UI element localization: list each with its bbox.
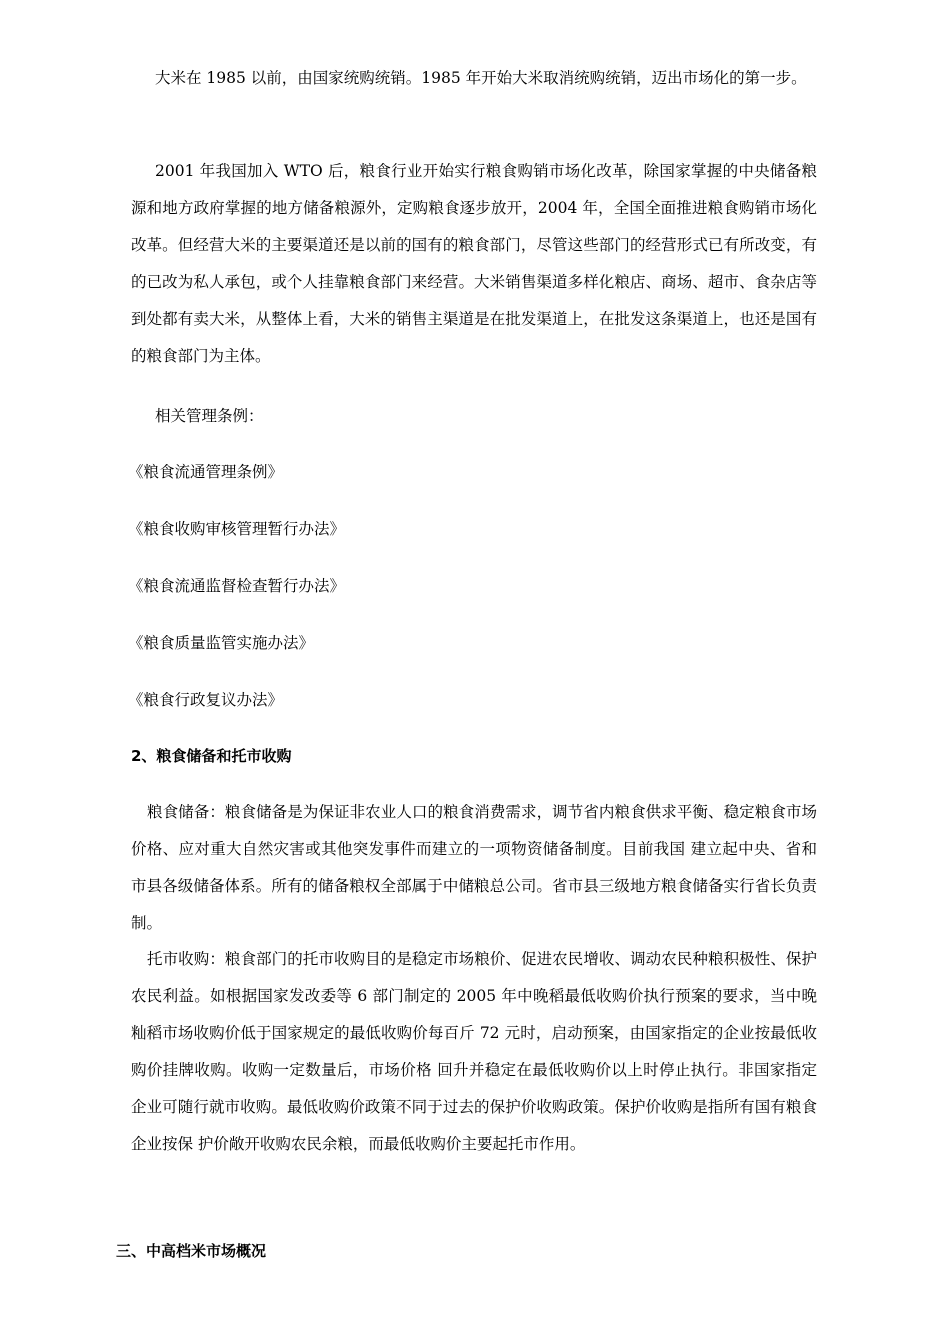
regulation-item: 《粮食行政复议办法》: [128, 691, 284, 709]
section-heading-rice-market: 三、中高档米市场概况: [116, 1242, 267, 1260]
paragraph-market-reform: 2001 年我国加入 WTO 后，粮食行业开始实行粮食购销市场化改革，除国家掌握的中央储备粮源和地方政府掌握的地方储备粮源外，定购粮食逐步放开，2004 年，全国全面推进粮食购销市场化改革。但经营大米的主要渠道还是以前的国有的粮食部门，尽管这些部门的经营形式已有所改变，有的已改为私人承包，或个人挂靠粮食部门来经营。大米销售渠道多样化粮店、商场、超市、食杂店等到处都有卖大米，从整体上看，大米的销售主渠道是在批发渠道上，在批发这条渠道上，也还是国有的粮食部门为主体。: [131, 162, 817, 365]
paragraph-price-support: 托市收购：粮食部门的托市收购目的是稳定市场粮价、促进农民增收、调动农民种粮积极性、保护农民利益。如根据国家发改委等 6 部门制定的 2005 年中晚稻最低收购价执行预案的要求，当中晚籼稻市场收购价低于国家规定的最低收购价每百斤 72 元时，启动预案，由国家指定的企业按最低收购价挂牌收购。收购一定数量后，市场价格 回升并稳定在最低收购价以上时停止执行。非国家指定企业可随行就市收购。最低收购价政策不同于过去的保护价收购政策。保护价收购是指所有国有粮食企业按保 护价敞开收购农民余粮，而最低收购价主要起托市作用。: [131, 950, 817, 1153]
paragraph-rice-history: 大米在 1985 以前，由国家统购统销。1985 年开始大米取消统购统销，迈出市场化的第一步。: [155, 69, 807, 87]
regulation-item: 《粮食质量监管实施办法》: [128, 634, 315, 652]
regulation-item: 《粮食流通监督检查暂行办法》: [128, 577, 346, 595]
regulations-intro: 相关管理条例：: [155, 407, 264, 425]
regulation-item: 《粮食流通管理条例》: [128, 463, 284, 481]
regulation-item: 《粮食收购审核管理暂行办法》: [128, 520, 346, 538]
section-heading-grain-reserve: 2、粮食储备和托市收购: [131, 747, 292, 765]
paragraph-grain-reserve: 粮食储备：粮食储备是为保证非农业人口的粮食消费需求，调节省内粮食供求平衡、稳定粮食市场价格、应对重大自然灾害或其他突发事件而建立的一项物资储备制度。目前我国 建立起中央、省和市县各级储备体系。所有的储备粮权全部属于中储粮总公司。省市县三级地方粮食储备实行省长负责制。: [131, 803, 817, 932]
